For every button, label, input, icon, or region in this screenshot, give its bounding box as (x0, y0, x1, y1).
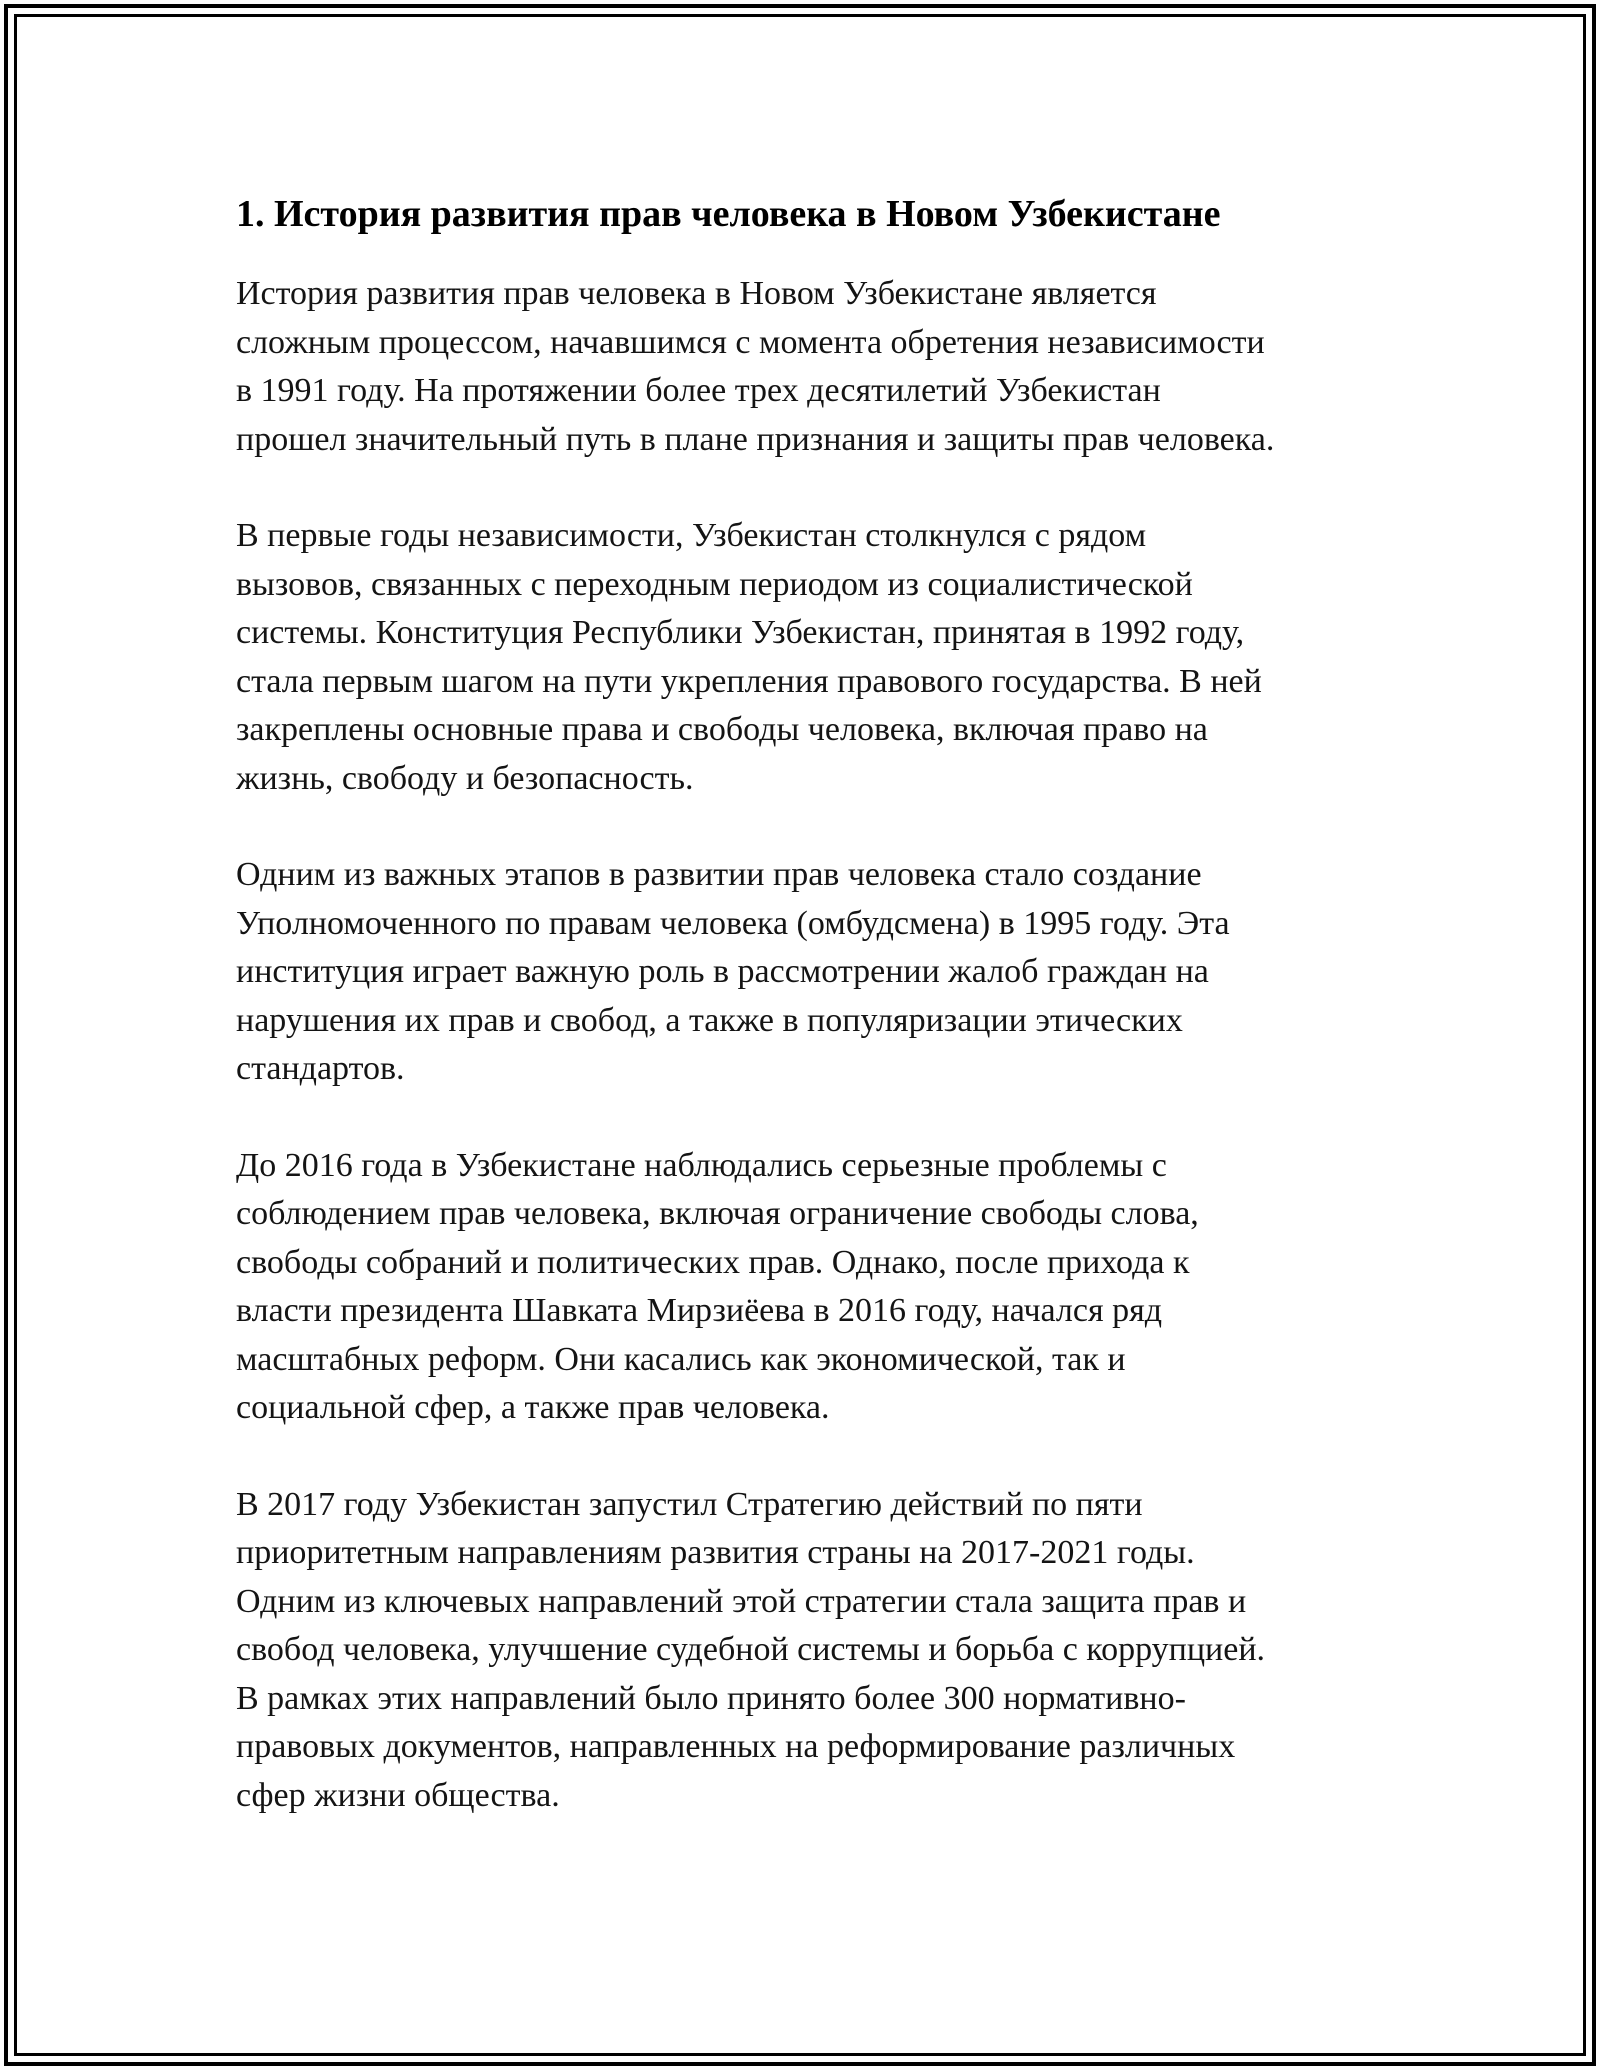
paragraph-line: в 1991 году. На протяжении более трех десятилетий Узбекистан (236, 372, 1161, 409)
paragraph-line: сложным процессом, начавшимся с момента обретения независимости (236, 323, 1265, 361)
paragraph-line: В 2017 году Узбекистан запустил Стратегию действий по пяти (236, 1485, 1143, 1523)
paragraph-line: сфер жизни общества. (236, 1776, 560, 1814)
paragraph-line: масштабных реформ. Они касались как экономической, так и (236, 1340, 1126, 1378)
paragraph-line: нарушения их прав и свобод, а также в популяризации этических (236, 1001, 1183, 1039)
paragraph-line: прошел значительный путь в плане признания и защиты прав человека. (236, 420, 1275, 458)
paragraph-line: стандартов. (236, 1050, 405, 1087)
paragraph (236, 270, 1396, 464)
paragraph-line: соблюдением прав человека, включая ограничение свободы слова, (236, 1195, 1199, 1232)
paragraph-line: До 2016 года в Узбекистане наблюдались серьезные проблемы с (236, 1146, 1167, 1184)
paragraph-line: правовых документов, направленных на реформирование различных (236, 1728, 1236, 1765)
paragraph-line: социальной сфер, а также прав человека. (236, 1389, 830, 1426)
section-heading: 1. История развития прав человека в Новом Узбекистане (236, 193, 1221, 235)
paragraph-line: свободы собраний и политических прав. Однако, после прихода к (236, 1243, 1190, 1281)
document-body (236, 186, 1396, 1868)
paragraph-line: власти президента Шавката Мирзиёева в 2016 году, начался ряд (236, 1292, 1163, 1329)
paragraph (236, 1481, 1396, 1821)
paragraph-line: институция играет важную роль в рассмотрении жалоб граждан на (236, 953, 1209, 990)
paragraph-line: свобод человека, улучшение судебной системы и борьба с коррупцией. (236, 1631, 1266, 1668)
paragraph-line: системы. Конституция Республики Узбекистан, принятая в 1992 году, (236, 614, 1245, 651)
paragraph-line: Уполномоченного по правам человека (омбудсмена) в 1995 году. Эта (236, 904, 1230, 942)
paragraph (236, 851, 1396, 1094)
paragraph-line: приоритетным направлениям развития страны на 2017-2021 годы. (236, 1534, 1195, 1571)
paragraph-line: Одним из ключевых направлений этой стратегии стала защита прав и (236, 1582, 1247, 1620)
paragraph-line: закреплены основные права и свободы человека, включая право на (236, 711, 1208, 748)
paragraph-line: вызовов, связанных с переходным периодом из социалистической (236, 565, 1193, 603)
paragraph (236, 512, 1396, 803)
paragraph-line: В первые годы независимости, Узбекистан столкнулся с рядом (236, 517, 1147, 554)
paragraph-line: История развития прав человека в Новом Узбекистане является (236, 275, 1157, 312)
paragraph-line: Одним из важных этапов в развитии прав человека стало создание (236, 856, 1202, 893)
paragraph-line: жизнь, свободу и безопасность. (236, 759, 694, 797)
paragraph-line: В рамках этих направлений было принято более 300 нормативно- (236, 1679, 1186, 1717)
paragraph-line: стала первым шагом на пути укрепления правового государства. В ней (236, 662, 1262, 700)
paragraph (236, 1142, 1396, 1433)
paragraph-list (236, 270, 1396, 1820)
